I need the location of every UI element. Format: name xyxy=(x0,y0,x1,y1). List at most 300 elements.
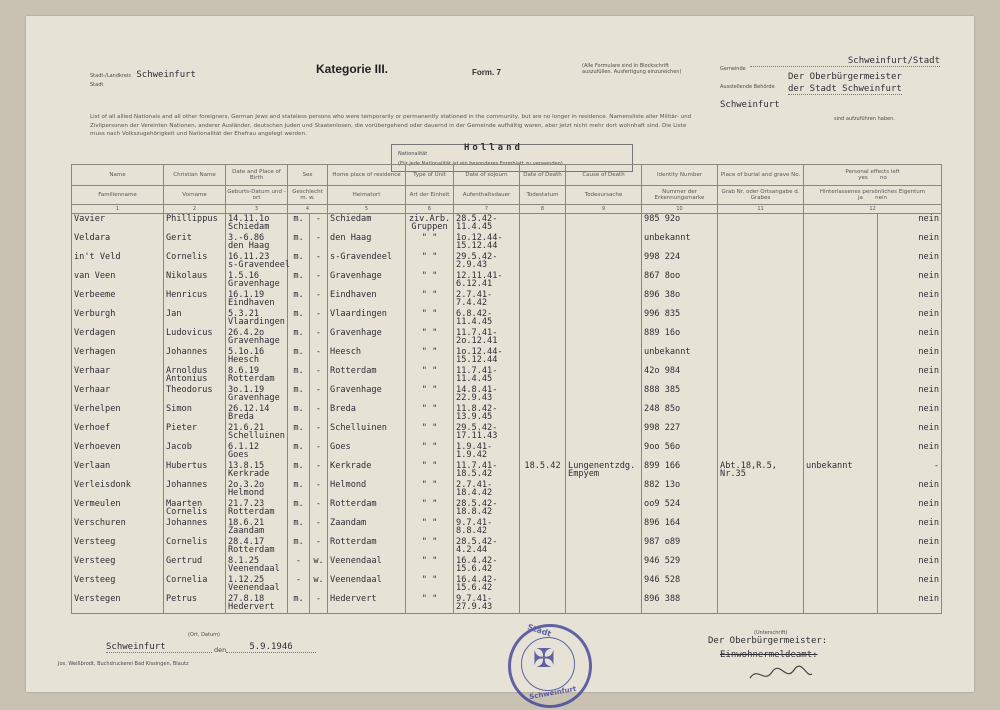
cell-birth-value: 1.12.25 xyxy=(228,575,265,585)
cell-first-name-value: Jacob xyxy=(166,442,192,452)
cell-sex-w-value: - xyxy=(315,233,322,243)
cell-unit xyxy=(406,233,454,252)
cell-name-value: Verhaar xyxy=(74,366,111,376)
cell-sex-m-value: m. xyxy=(293,252,304,262)
cell-burial xyxy=(718,499,804,518)
cell-unit-value: " " xyxy=(421,404,438,414)
table-row xyxy=(72,214,942,234)
cell-name xyxy=(72,575,164,594)
cell-name xyxy=(72,290,164,309)
cell-sex-w-value: - xyxy=(315,366,322,376)
cell-effects-no-value: nein xyxy=(918,385,940,395)
cell-unit xyxy=(406,290,454,309)
cell-sex-w-value: - xyxy=(315,461,322,471)
document-sheet xyxy=(26,16,974,702)
cell-effects-no xyxy=(878,328,942,347)
cell-death-date xyxy=(520,442,566,461)
cell-home-value: Goes xyxy=(330,442,351,452)
cell-name-value: Vavier xyxy=(74,214,106,224)
cell-name-value: Verhoeven xyxy=(74,442,121,452)
cell-sojourn-value-2: 8.8.42 xyxy=(456,526,488,536)
cell-death-cause xyxy=(566,594,642,614)
cell-sojourn-value: 11.7.41- xyxy=(456,366,498,376)
table-row xyxy=(72,385,942,404)
cell-unit xyxy=(406,594,454,614)
cell-identity xyxy=(642,423,718,442)
col-first-en: Christian Name xyxy=(164,165,226,186)
cell-sojourn xyxy=(454,404,520,423)
cell-death-date xyxy=(520,214,566,234)
cell-identity-value: 998 227 xyxy=(644,423,681,433)
cell-home-value: Rotterdam xyxy=(330,499,377,509)
cell-birth-value-2: Eindhaven xyxy=(228,298,275,308)
cell-effects-yes xyxy=(804,556,878,575)
cell-birth xyxy=(226,537,288,556)
cell-birth xyxy=(226,404,288,423)
cell-effects-no xyxy=(878,366,942,385)
cell-sex-w-value: - xyxy=(315,537,322,547)
cell-sojourn-value: 28.5.42- xyxy=(456,499,498,509)
cell-sex-w xyxy=(310,309,328,328)
cell-death-date xyxy=(520,480,566,499)
cell-name-value: Veldara xyxy=(74,233,111,243)
cell-birth-value-2: Rotterdam xyxy=(228,507,275,517)
cell-sex-m xyxy=(288,271,310,290)
cell-birth-value-2: Rotterdam xyxy=(228,545,275,555)
cell-sex-m xyxy=(288,556,310,575)
col-ident-en: Identity Number xyxy=(642,165,718,186)
cell-sojourn-value: 9.7.41- xyxy=(456,594,493,604)
cell-sojourn-value-2: 22.9.43 xyxy=(456,393,493,403)
cell-death-cause xyxy=(566,575,642,594)
form-note: (Alle Formulare sind in Blockschrift auszufüllen. Ausfertigung einzureichen) xyxy=(582,63,682,75)
cell-sojourn xyxy=(454,499,520,518)
cell-sex-w xyxy=(310,385,328,404)
cell-first-name-value: Cornelis xyxy=(166,252,208,262)
form-number: Form. 7 xyxy=(472,68,501,77)
cell-unit xyxy=(406,442,454,461)
cell-sojourn xyxy=(454,271,520,290)
cell-death-cause xyxy=(566,556,642,575)
cell-effects-no xyxy=(878,461,942,480)
cell-name xyxy=(72,594,164,614)
cell-home xyxy=(328,290,406,309)
cell-name xyxy=(72,309,164,328)
cell-burial xyxy=(718,518,804,537)
cell-identity xyxy=(642,233,718,252)
cell-burial xyxy=(718,366,804,385)
cell-identity-value: oo9 524 xyxy=(644,499,681,509)
cell-home-value: Veenendaal xyxy=(330,556,382,566)
cell-sex-m-value: m. xyxy=(293,309,304,319)
cell-effects-yes-value: unbekannt xyxy=(806,461,853,471)
cell-effects-no-value: nein xyxy=(918,328,940,338)
cell-effects-no-value: nein xyxy=(918,404,940,414)
cell-effects-yes xyxy=(804,328,878,347)
cell-effects-no-value: nein xyxy=(918,442,940,452)
cell-sex-w-value: w. xyxy=(313,556,324,566)
cell-effects-yes xyxy=(804,366,878,385)
cell-home xyxy=(328,461,406,480)
cell-birth-value: 5.3.21 xyxy=(228,309,260,319)
cell-unit xyxy=(406,556,454,575)
cell-sojourn xyxy=(454,442,520,461)
cell-birth-value: 21.7.23 xyxy=(228,499,265,509)
cell-sex-m-value: m. xyxy=(293,366,304,376)
cell-death-cause xyxy=(566,309,642,328)
cell-unit-value: " " xyxy=(421,442,438,452)
form-title: Kategorie III. xyxy=(316,62,389,76)
cell-effects-yes xyxy=(804,214,878,234)
col-effects-yes-de: ja xyxy=(858,195,863,201)
cell-home-value: Kerkrade xyxy=(330,461,372,471)
cell-home xyxy=(328,480,406,499)
cell-death-date xyxy=(520,575,566,594)
cell-unit xyxy=(406,423,454,442)
cell-sojourn-value: 16.4.42- xyxy=(456,575,498,585)
cell-effects-no-value: nein xyxy=(918,594,940,604)
cell-sex-w xyxy=(310,404,328,423)
cell-sex-w-value: - xyxy=(315,328,322,338)
header-row-num xyxy=(72,205,942,214)
cell-identity-value: 896 164 xyxy=(644,518,681,528)
cell-identity-value: 946 528 xyxy=(644,575,681,585)
col-birth-de: Geburts-Datum und -ort xyxy=(226,186,288,205)
cell-sojourn xyxy=(454,290,520,309)
behoerde-value-1: Der Oberbürgermeister xyxy=(788,72,902,82)
cell-effects-no-value: nein xyxy=(918,214,940,224)
persons-table xyxy=(71,164,941,614)
cell-sojourn-value-2: 15.6.42 xyxy=(456,583,493,593)
cell-identity xyxy=(642,499,718,518)
cell-birth xyxy=(226,480,288,499)
cell-home-value: Breda xyxy=(330,404,356,414)
cell-name xyxy=(72,499,164,518)
cell-sex-m-value: m. xyxy=(293,480,304,490)
cell-sex-m-value: m. xyxy=(293,442,304,452)
cell-sojourn-value: 1.9.41- xyxy=(456,442,493,452)
cell-identity-value: 9oo 56o xyxy=(644,442,681,452)
cell-sex-m-value: m. xyxy=(293,404,304,414)
cell-burial xyxy=(718,423,804,442)
cell-birth-value: 8.6.19 xyxy=(228,366,260,376)
cell-birth-value-2: Breda xyxy=(228,412,254,422)
cell-home-value: Schiedam xyxy=(330,214,372,224)
cell-identity-value: 987 o89 xyxy=(644,537,681,547)
cell-death-date xyxy=(520,404,566,423)
col-home-en: Home place of residence xyxy=(328,165,406,186)
cell-unit xyxy=(406,575,454,594)
cell-sojourn-value-2: 15.6.42 xyxy=(456,564,493,574)
cell-effects-yes xyxy=(804,309,878,328)
cell-sojourn-value: 2.7.41- xyxy=(456,480,493,490)
cell-home xyxy=(328,404,406,423)
col-num: 10 xyxy=(642,205,718,214)
cell-sojourn-value-2: 2.9.43 xyxy=(456,260,488,270)
cell-burial xyxy=(718,290,804,309)
cell-first-name xyxy=(164,556,226,575)
cell-home-value: Schelluinen xyxy=(330,423,387,433)
cell-identity xyxy=(642,480,718,499)
cell-home xyxy=(328,214,406,234)
cell-sojourn xyxy=(454,556,520,575)
cell-death-date xyxy=(520,461,566,480)
cell-identity-value: 867 8oo xyxy=(644,271,681,281)
cell-sojourn-value: 14.8.41- xyxy=(456,385,498,395)
cell-first-name-value: Phillippus xyxy=(166,214,218,224)
eagle-icon: ✠ xyxy=(533,644,555,674)
cell-birth xyxy=(226,594,288,614)
cell-home xyxy=(328,309,406,328)
cell-unit-value: " " xyxy=(421,366,438,376)
cell-first-name xyxy=(164,347,226,366)
cell-burial-value-2: Nr.35 xyxy=(720,469,746,479)
cell-sojourn-value: 11.7.41- xyxy=(456,461,498,471)
cell-home-value: Gravenhage xyxy=(330,328,382,338)
cell-identity-value: 882 13o xyxy=(644,480,681,490)
col-effects-no-en: no xyxy=(879,175,887,181)
cell-home-value: Gravenhage xyxy=(330,385,382,395)
cell-sojourn-value: 16.4.42- xyxy=(456,556,498,566)
cell-identity xyxy=(642,271,718,290)
cell-birth-value-2: Gravenhage xyxy=(228,393,280,403)
cell-identity-value: 996 835 xyxy=(644,309,681,319)
cell-effects-no xyxy=(878,480,942,499)
cell-name-value: in't Veld xyxy=(74,252,121,262)
cell-identity xyxy=(642,252,718,271)
cell-effects-no-value: nein xyxy=(918,480,940,490)
cell-first-name xyxy=(164,518,226,537)
cell-effects-no-value: nein xyxy=(918,252,940,262)
cell-first-name-value: Arnoldus xyxy=(166,366,208,376)
table-row xyxy=(72,537,942,556)
gemeinde-label: Gemeinde xyxy=(720,66,746,72)
cell-birth-value: 13.8.15 xyxy=(228,461,265,471)
cell-sojourn-value: 11.8.42- xyxy=(456,404,498,414)
cell-sex-m-value: m. xyxy=(293,328,304,338)
table-row xyxy=(72,328,942,347)
cell-birth-value: 16.1.19 xyxy=(228,290,265,300)
col-effects-de-label: Hinterlassenes persönliches Eigentum xyxy=(819,189,926,195)
cell-name-value: Verhelpen xyxy=(74,404,121,414)
cell-death-date xyxy=(520,366,566,385)
table-row xyxy=(72,461,942,480)
cell-sex-m-value: - xyxy=(295,575,302,585)
cell-home xyxy=(328,233,406,252)
cell-home xyxy=(328,499,406,518)
cell-death-cause xyxy=(566,233,642,252)
cell-birth-value: 27.8.18 xyxy=(228,594,265,604)
cell-first-name xyxy=(164,252,226,271)
cell-first-name-value: Johannes xyxy=(166,480,208,490)
cell-name xyxy=(72,328,164,347)
cell-sex-m-value: m. xyxy=(293,499,304,509)
cell-effects-no xyxy=(878,271,942,290)
cell-sex-w-value: w. xyxy=(313,575,324,585)
cell-unit xyxy=(406,347,454,366)
cell-name-value: Verhaar xyxy=(74,385,111,395)
cell-sojourn xyxy=(454,575,520,594)
cell-sex-m xyxy=(288,328,310,347)
cell-sojourn xyxy=(454,252,520,271)
cell-name xyxy=(72,518,164,537)
cell-effects-no-value: nein xyxy=(918,556,940,566)
cell-name xyxy=(72,404,164,423)
col-num: 9 xyxy=(566,205,642,214)
cell-first-name-value-2: Cornelis xyxy=(166,507,208,517)
cell-burial-value: Abt.18,R.5, xyxy=(720,461,777,471)
intro-tail: sind aufzuführen haben. xyxy=(834,116,895,122)
cell-name xyxy=(72,366,164,385)
cell-sex-w-value: - xyxy=(315,518,322,528)
cell-birth-value-2: Helmond xyxy=(228,488,265,498)
col-cause-de: Todesursache xyxy=(566,186,642,205)
cell-sex-m xyxy=(288,309,310,328)
cell-effects-yes xyxy=(804,518,878,537)
cell-unit xyxy=(406,328,454,347)
col-effects-en-label: Personal effects left xyxy=(845,169,900,175)
cell-unit xyxy=(406,271,454,290)
cell-identity-value: 899 166 xyxy=(644,461,681,471)
cell-first-name-value: Maarten xyxy=(166,499,203,509)
table-row xyxy=(72,499,942,518)
cell-unit-value: " " xyxy=(421,271,438,281)
table-row xyxy=(72,518,942,537)
cell-sex-m xyxy=(288,366,310,385)
cell-effects-yes xyxy=(804,461,878,480)
cell-unit-value: " " xyxy=(421,461,438,471)
cell-unit-value: " " xyxy=(421,385,438,395)
col-num: 12 xyxy=(804,205,942,214)
cell-sex-w xyxy=(310,233,328,252)
cell-effects-yes xyxy=(804,499,878,518)
cell-sex-w xyxy=(310,366,328,385)
cell-identity xyxy=(642,328,718,347)
cell-sex-m-value: m. xyxy=(293,290,304,300)
cell-first-name xyxy=(164,423,226,442)
cell-sex-m xyxy=(288,404,310,423)
cell-sex-m-value: m. xyxy=(293,271,304,281)
table-row xyxy=(72,423,942,442)
cell-birth-value-2: Goes xyxy=(228,450,249,460)
cell-effects-yes xyxy=(804,594,878,614)
cell-sex-m xyxy=(288,575,310,594)
cell-effects-no xyxy=(878,309,942,328)
cell-death-date xyxy=(520,499,566,518)
cell-sex-m xyxy=(288,518,310,537)
cell-sex-m-value: m. xyxy=(293,233,304,243)
cell-sex-m-value: m. xyxy=(293,385,304,395)
header-row-en xyxy=(72,165,942,186)
cell-birth xyxy=(226,309,288,328)
cell-sex-w xyxy=(310,442,328,461)
cell-identity xyxy=(642,290,718,309)
sig-label: (Unterschrift) xyxy=(754,630,788,636)
printer-note: Jos. Weißbrodt, Buchdruckerei Bad Kissingen, Blautz xyxy=(58,661,189,667)
cell-sex-m-value: - xyxy=(295,556,302,566)
cell-first-name xyxy=(164,366,226,385)
cell-unit-value: " " xyxy=(421,537,438,547)
cell-birth-value-2: Zaandam xyxy=(228,526,265,536)
cell-effects-no xyxy=(878,385,942,404)
cell-effects-no-value: - xyxy=(933,461,940,471)
cell-unit xyxy=(406,404,454,423)
cell-birth-value-2: Veenendaal xyxy=(228,564,280,574)
cell-death-date xyxy=(520,518,566,537)
kreis-line xyxy=(90,70,196,80)
col-num: 4 xyxy=(288,205,328,214)
table-row xyxy=(72,252,942,271)
cell-sojourn-value-2: 11.4.45 xyxy=(456,222,493,232)
cell-birth-value: 14.11.1o xyxy=(228,214,270,224)
cell-sex-m xyxy=(288,385,310,404)
cell-sex-w xyxy=(310,499,328,518)
cell-sex-m-value: m. xyxy=(293,347,304,357)
cell-sex-m xyxy=(288,252,310,271)
cell-sex-w-value: - xyxy=(315,271,322,281)
cell-effects-yes xyxy=(804,385,878,404)
kreis-value: Schweinfurt xyxy=(136,70,196,80)
cell-sojourn xyxy=(454,309,520,328)
table-row xyxy=(72,347,942,366)
behoerde-label: Ausstellende Behörde xyxy=(720,84,775,90)
cell-sex-w-value: - xyxy=(315,252,322,262)
cell-home-value: Eindhaven xyxy=(330,290,377,300)
cell-home-value: Rotterdam xyxy=(330,366,377,376)
cell-identity xyxy=(642,442,718,461)
cell-unit-value: " " xyxy=(421,290,438,300)
cell-identity-value: 889 16o xyxy=(644,328,681,338)
cell-unit-value: " " xyxy=(421,499,438,509)
cell-unit xyxy=(406,518,454,537)
cell-burial xyxy=(718,461,804,480)
cell-birth-value: 3o.1.19 xyxy=(228,385,265,395)
cell-burial xyxy=(718,556,804,575)
cell-effects-no xyxy=(878,575,942,594)
cell-birth xyxy=(226,518,288,537)
cell-unit-value: " " xyxy=(421,594,438,604)
cell-home xyxy=(328,556,406,575)
cell-effects-yes xyxy=(804,290,878,309)
cell-name xyxy=(72,214,164,234)
cell-birth-value: 1.5.16 xyxy=(228,271,260,281)
cell-sex-m-value: m. xyxy=(293,518,304,528)
cell-sojourn xyxy=(454,423,520,442)
cell-birth-value: 2o.3.2o xyxy=(228,480,265,490)
cell-home xyxy=(328,423,406,442)
cell-burial xyxy=(718,385,804,404)
cell-effects-no-value: nein xyxy=(918,575,940,585)
cell-sojourn-value: 2.7.41- xyxy=(456,290,493,300)
cell-home-value: Heesch xyxy=(330,347,362,357)
cell-name-value: Verhagen xyxy=(74,347,116,357)
cell-first-name-value: Cornelis xyxy=(166,537,208,547)
cell-name-value: Verdagen xyxy=(74,328,116,338)
cell-unit xyxy=(406,385,454,404)
nationality-value: Holland xyxy=(464,143,523,153)
cell-unit xyxy=(406,366,454,385)
cell-sojourn-value: 29.5.42- xyxy=(456,252,498,262)
cell-sex-w-value: - xyxy=(315,499,322,509)
cell-burial xyxy=(718,347,804,366)
cell-first-name xyxy=(164,480,226,499)
cell-home xyxy=(328,594,406,614)
cell-sex-m-value: m. xyxy=(293,461,304,471)
cell-sex-w xyxy=(310,423,328,442)
cell-identity xyxy=(642,461,718,480)
cell-sojourn xyxy=(454,518,520,537)
cell-burial xyxy=(718,480,804,499)
